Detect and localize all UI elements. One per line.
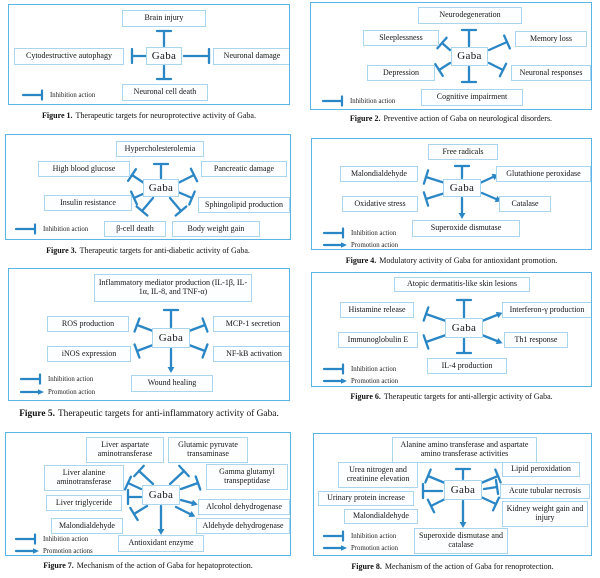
node-malondialdehyde — [51, 518, 123, 534]
caption-text: Modulatory activity of Gaba for antioxidant promotion. — [379, 256, 558, 265]
node-inos-expression — [47, 346, 131, 362]
node-label: Gaba — [158, 331, 184, 344]
caption-text: Preventive action of Gaba on neurological disorders. — [383, 114, 553, 123]
node-malondialdehyde — [340, 166, 418, 182]
node-label: Liver alanine aminotransferase — [56, 468, 112, 486]
figure-8-caption — [313, 562, 592, 571]
figure-7-caption — [5, 561, 291, 570]
legend-promotion — [322, 375, 398, 387]
node-label: Superoxide dismutase — [430, 223, 502, 233]
figure-7-panel — [5, 432, 291, 556]
node-kidney-weight-gain-and-injury — [502, 501, 588, 527]
gaba-center-node — [443, 179, 481, 197]
inhibition-symbol-icon — [21, 89, 47, 101]
node-brain-injury — [122, 10, 206, 27]
node-label: MCP-1 secretion — [225, 318, 281, 328]
node-label: NF-kB activation — [226, 348, 282, 358]
caption-text: Therapeutic targets for neuroprotective activity of Gaba. — [75, 111, 256, 120]
node-label: ROS production — [61, 318, 115, 328]
inhibition-symbol-icon — [322, 227, 348, 239]
node-label: Gaba — [457, 50, 482, 63]
node-sleeplessness — [363, 30, 439, 46]
legend-inhibition — [21, 89, 95, 101]
legend-inhibition — [14, 533, 88, 545]
legend-label: Inhibition action — [350, 97, 396, 105]
node-label: Gaba — [148, 181, 174, 194]
caption-label: Figure 6. — [350, 392, 381, 401]
node-immunoglobulin-e — [338, 332, 418, 348]
node-label: Oxidative stress — [354, 198, 406, 208]
legend-label: Inhibition action — [43, 225, 89, 233]
node-urea-nitrogen-creatinine-elevation — [338, 462, 418, 488]
node-label: Gaba — [450, 483, 476, 496]
caption-text: Mechanism of the action of Gaba for hepatoprotection. — [76, 561, 253, 570]
figure-6-panel — [311, 272, 592, 387]
node-label: Neuronal damage — [223, 51, 281, 61]
node-label: Wound healing — [147, 378, 197, 388]
node-histamine-release — [340, 302, 414, 318]
caption-label: Figure 7. — [43, 561, 74, 570]
node-sphingolipid-production — [198, 197, 290, 213]
legend-label: Promotion action — [351, 377, 399, 385]
node-pancreatic-damage — [201, 161, 287, 177]
gaba-center-node — [152, 328, 190, 348]
node-label: Gamma glutamyl transpeptidase — [219, 467, 275, 485]
legend-label: Inhibition action — [48, 375, 94, 383]
caption-text: Mechanism of the action of Gaba for renoprotection. — [384, 562, 554, 571]
node-neuronal-responses — [511, 65, 591, 81]
node-glutamic-pyruvate-transaminase — [168, 437, 248, 463]
node-label: Brain injury — [144, 13, 184, 23]
node-label: Free radicals — [442, 146, 484, 156]
node-label: Neuronal responses — [519, 67, 583, 77]
node-label: Neurodegeneration — [439, 10, 501, 20]
node-label: Body weight gain — [187, 223, 245, 233]
caption-label: Figure 3. — [46, 246, 77, 255]
node-label: Liver aspartate aminotransferase — [97, 440, 153, 458]
node-mcp1-secretion — [213, 316, 290, 332]
gaba-center-node — [146, 47, 182, 65]
promotion-symbol-icon — [19, 386, 45, 398]
node-label: Cognitive impairment — [436, 92, 508, 102]
node-label: Hypercholesterolemia — [124, 143, 196, 153]
figure-6-caption — [311, 392, 592, 401]
inhibition-symbol-icon — [322, 363, 348, 375]
node-label: Cytodestructive autophagy — [26, 51, 112, 61]
node-label: Gaba — [148, 488, 174, 501]
node-aldehyde-dehydrogenase — [196, 518, 290, 534]
node-label: Malondialdehyde — [59, 520, 115, 530]
node-alanine-aspartate-transferase-activities — [392, 437, 537, 463]
node-gamma-glutamyl-transpeptidase — [206, 464, 288, 490]
node-label: Memory loss — [530, 33, 572, 43]
promotion-symbol-icon — [322, 375, 348, 387]
node-label: β-cell death — [116, 223, 154, 233]
node-neuronal-damage — [213, 48, 290, 65]
legend-label: Inhibition action — [351, 532, 397, 540]
legend-label: Promotion action — [351, 241, 399, 249]
legend-inhibition — [322, 227, 396, 239]
node-alcohol-dehydrogenase — [198, 499, 290, 515]
caption-label: Figure 2. — [349, 114, 381, 123]
node-label: Sphingolipid production — [205, 199, 283, 209]
gaba-center-node — [451, 47, 488, 66]
node-label: Urinary protein increase — [327, 493, 405, 503]
node-label: Interferon-γ production — [509, 304, 585, 314]
node-oxidative-stress — [342, 196, 418, 212]
promotion-symbol-icon — [14, 545, 40, 556]
node-neuronal-cell-death — [122, 84, 208, 101]
node-label: Gaba — [151, 49, 177, 62]
caption-label: Figure 8. — [351, 562, 382, 571]
caption-text: Therapeutic targets for anti-diabetic activity of Gaba. — [79, 246, 250, 255]
caption-label: Figure 5. — [19, 409, 55, 419]
node-label: Acute tubular necrosis — [509, 486, 581, 496]
figure-8-panel — [313, 433, 592, 556]
node-depression — [367, 65, 435, 81]
legend-label: Inhibition action — [50, 91, 96, 99]
inhibition-symbol-icon — [321, 95, 347, 107]
node-glutathione-peroxidase — [496, 166, 591, 182]
node-liver-aspartate-aminotransferase — [86, 437, 164, 463]
node-th1-response — [504, 332, 568, 348]
node-label: Glutamic pyruvate transaminase — [178, 440, 238, 458]
node-memory-loss — [515, 31, 587, 47]
node-insulin-resistance — [44, 195, 132, 211]
legend-inhibition — [19, 373, 93, 385]
node-liver-triglyceride — [46, 495, 122, 511]
node-liver-alanine-aminotransferase — [44, 465, 124, 491]
legend-label: Inhibition action — [43, 535, 89, 543]
node-label: Gaba — [451, 321, 477, 334]
node-interferon-gamma-production — [502, 302, 592, 318]
gaba-center-node — [143, 179, 179, 197]
gaba-center-node — [445, 318, 483, 338]
node-label: Gaba — [449, 181, 475, 194]
node-acute-tubular-necrosis — [500, 484, 590, 499]
figure-1-caption — [8, 111, 290, 120]
node-label: Glutathione peroxidase — [506, 168, 581, 178]
figure-3-caption — [5, 246, 291, 255]
node-label: High blood glucose — [52, 163, 116, 173]
node-malondialdehyde — [344, 509, 418, 524]
node-ros-production — [47, 316, 129, 332]
caption-label: Figure 4. — [345, 256, 377, 265]
node-nfkb-activation — [213, 346, 290, 362]
node-high-blood-glucose — [38, 161, 130, 177]
inhibition-symbol-icon — [19, 373, 45, 385]
node-label: Malondialdehyde — [353, 511, 409, 521]
inhibition-symbol-icon — [322, 530, 348, 542]
node-catalase — [499, 196, 551, 212]
node-cognitive-impairment — [421, 89, 523, 106]
node-label: Sleeplessness — [379, 32, 423, 42]
node-superoxide-dismutase-and-catalase — [414, 528, 508, 554]
legend-promotion — [14, 545, 93, 556]
figure-5-panel — [8, 268, 290, 401]
legend-promotion — [322, 239, 398, 250]
node-label: Histamine release — [348, 304, 406, 314]
node-body-weight-gain — [172, 221, 260, 237]
node-label: Pancreatic damage — [213, 163, 275, 173]
node-free-radicals — [428, 144, 498, 160]
figure-2-panel — [310, 2, 592, 110]
legend-label: Inhibition action — [351, 229, 397, 237]
promotion-symbol-icon — [322, 239, 348, 250]
caption-text: Therapeutic targets for anti-inflammatory activity of Gaba. — [57, 409, 279, 419]
node-label: Depression — [383, 67, 419, 77]
node-label: Kidney weight gain and injury — [506, 504, 584, 522]
node-il4-production — [427, 358, 507, 374]
node-atopic-dermatitis-like-skin-lesions — [394, 277, 530, 292]
node-hypercholesterolemia — [116, 141, 204, 157]
legend-inhibition — [321, 95, 395, 107]
legend-inhibition — [14, 223, 88, 235]
node-label: Superoxide dismutase and catalase — [419, 531, 503, 549]
node-label: Atopic dermatitis-like skin lesions — [407, 279, 517, 289]
node-label: Inflammatory mediator production (IL-1β, IL-1α, IL-8, and TNF-α) — [98, 278, 248, 296]
node-label: Urea nitrogen and creatinine elevation — [346, 465, 410, 483]
figure-3-panel — [5, 134, 291, 240]
node-superoxide-dismutase — [412, 220, 520, 237]
legend-label: Promotion action — [48, 388, 96, 396]
node-label: iNOS expression — [61, 348, 117, 358]
node-inflammatory-mediator-production — [94, 274, 252, 302]
node-label: Aldehyde dehydrogenase — [202, 520, 284, 530]
legend-label: Promotion actions — [43, 547, 93, 555]
node-neurodegeneration — [418, 7, 522, 24]
legend-promotion — [19, 386, 95, 398]
figure-5-caption — [8, 409, 290, 419]
gaba-center-node — [444, 480, 482, 500]
caption-text: Therapeutic targets for anti-allergic activity of Gaba. — [383, 392, 553, 401]
figure-1-panel — [8, 4, 290, 105]
gaba-center-node — [142, 485, 180, 505]
node-label: Neuronal cell death — [133, 87, 197, 97]
figure-4-panel — [311, 138, 592, 250]
node-label: IL-4 production — [441, 360, 493, 370]
legend-promotion — [322, 542, 398, 554]
node-antioxidant-enzyme — [118, 535, 204, 552]
node-label: Antioxidant enzyme — [128, 538, 194, 548]
node-cytodestructive-autophagy — [14, 48, 124, 65]
node-lipid-peroxidation — [502, 462, 580, 477]
node-label: Immunoglobulin E — [347, 334, 409, 344]
node-label: Alcohol dehydrogenase — [206, 501, 282, 511]
node-label: Catalase — [511, 198, 539, 208]
node-label: Malondialdehyde — [351, 168, 407, 178]
figure-2-caption — [310, 114, 592, 123]
node-wound-healing — [131, 375, 213, 392]
legend-inhibition — [322, 530, 396, 542]
node-beta-cell-death — [104, 221, 166, 237]
node-urinary-protein-increase — [318, 491, 414, 506]
inhibition-symbol-icon — [14, 533, 40, 545]
inhibition-symbol-icon — [14, 223, 40, 235]
legend-label: Promotion action — [351, 544, 399, 552]
promotion-symbol-icon — [322, 542, 348, 554]
node-label: Insulin resistance — [60, 197, 116, 207]
node-label: Lipid peroxidation — [511, 464, 571, 474]
legend-inhibition — [322, 363, 396, 375]
caption-label: Figure 1. — [42, 111, 73, 120]
node-label: Alanine amino transferase and aspartate amino transferase activities — [400, 440, 529, 458]
legend-label: Inhibition action — [351, 365, 397, 373]
node-label: Liver triglyceride — [55, 497, 113, 507]
node-label: Th1 response — [514, 334, 558, 344]
figure-4-caption — [311, 256, 592, 265]
